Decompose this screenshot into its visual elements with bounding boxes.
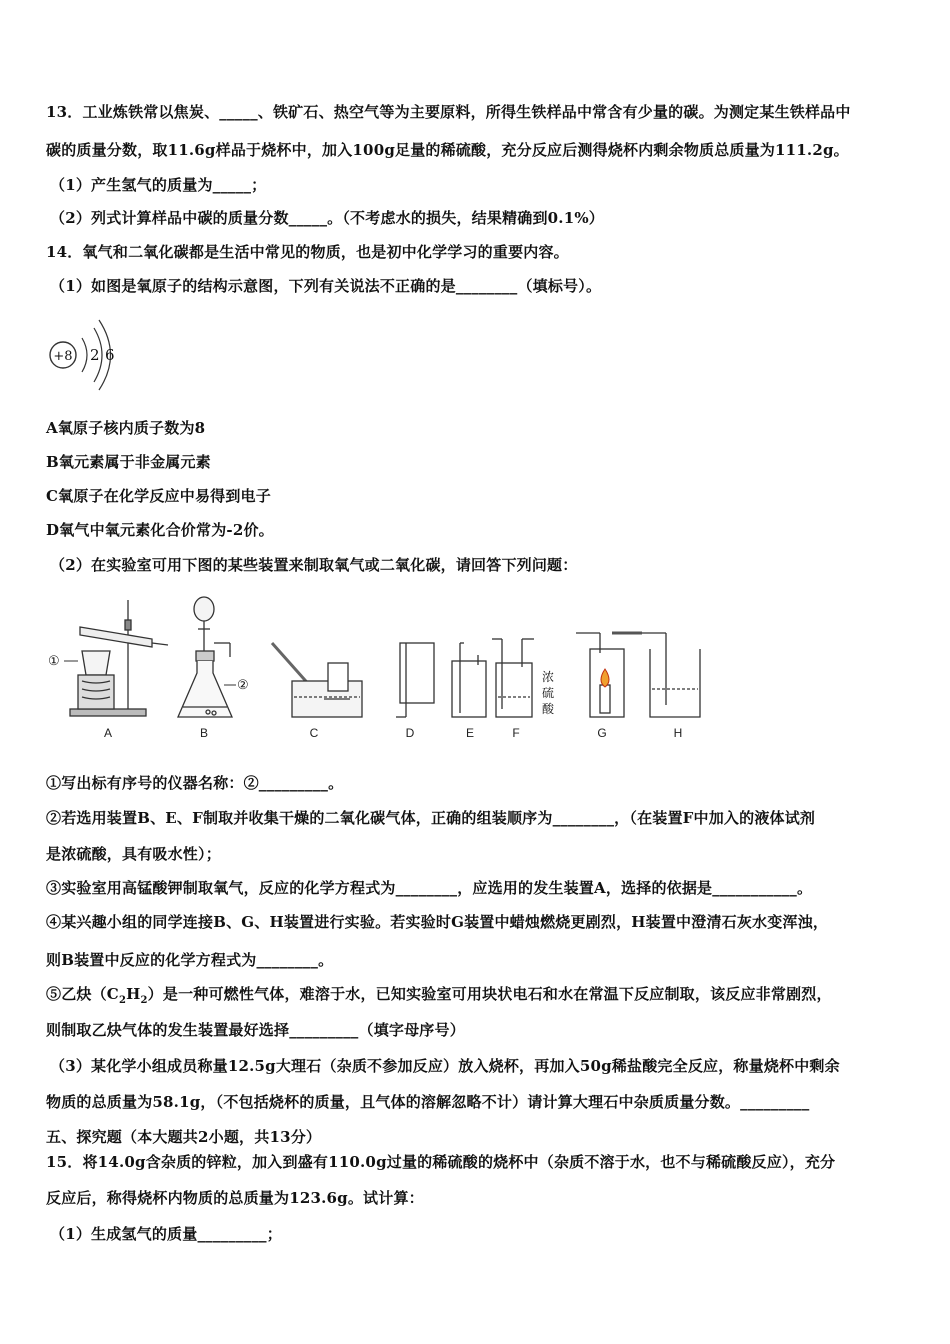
apparatus-b bbox=[178, 597, 232, 717]
q14-sub1: （1）如图是氧原子的结构示意图，下列有关说法不正确的是________（填标号）。 bbox=[50, 277, 602, 295]
q14-3-line1: （3）某化学小组成员称量12.5g大理石（杂质不参加反应）放入烧杯，再加入50g稀盐酸完全反应，称量烧杯中剩余 bbox=[50, 1057, 840, 1075]
atom-shell1-label: 2 bbox=[90, 346, 100, 364]
q13-line1: 13．工业炼铁常以焦炭、_____、铁矿石、热空气等为主要原料，所得生铁样品中常含有少量的碳。为测定某生铁样品中 bbox=[46, 103, 851, 121]
q13-sub2: （2）列式计算样品中碳的质量分数_____。（不考虑水的损失，结果精确到0.1%） bbox=[50, 209, 604, 227]
apparatus-f bbox=[492, 639, 534, 717]
option-c: C氧原子在化学反应中易得到电子 bbox=[46, 487, 271, 505]
q13-line2: 碳的质量分数，取11.6g样品于烧杯中，加入100g足量的稀硫酸，充分反应后测得烧杯内剩余物质总质量为111.2g。 bbox=[46, 141, 849, 159]
q14-sub2: （2）在实验室可用下图的某些装置来制取氧气或二氧化碳，请回答下列问题： bbox=[50, 556, 578, 574]
q14-2-part5-line2: 则制取乙炔气体的发生装置最好选择_________（填字母序号） bbox=[46, 1021, 465, 1039]
q14-2-part3: ③实验室用高锰酸钾制取氧气，反应的化学方程式为________，应选用的发生装置A，选择的依据是___________。 bbox=[46, 879, 813, 897]
apparatus-g bbox=[576, 633, 666, 717]
label-a: A bbox=[103, 726, 113, 740]
apparatus-d bbox=[396, 643, 434, 717]
option-a: A氧原子核内质子数为8 bbox=[46, 419, 206, 437]
label-h: H bbox=[673, 726, 683, 740]
apparatus-a bbox=[70, 600, 168, 716]
apparatus-e bbox=[452, 643, 486, 717]
q14-2-part1: ①写出标有序号的仪器名称：②_________。 bbox=[46, 774, 344, 792]
lab-apparatus-figure bbox=[44, 585, 714, 745]
q14-2-part2-line1: ②若选用装置B、E、F制取并收集干燥的二氧化碳气体，正确的组装顺序为________，（在装置F中加入的液体试剂 bbox=[46, 809, 816, 827]
q15-sub1: （1）生成氢气的质量_________； bbox=[50, 1225, 282, 1243]
label-b: B bbox=[199, 726, 209, 740]
apparatus-mark-2: ② bbox=[237, 678, 249, 693]
q14-2-part2-line2: 是浓硫酸，具有吸水性）； bbox=[46, 845, 221, 863]
apparatus-h bbox=[650, 633, 700, 717]
candle-flame bbox=[601, 669, 609, 687]
apparatus-mark-1: ① bbox=[48, 654, 60, 669]
atom-shell2-label: 6 bbox=[105, 346, 115, 364]
q15-line2: 反应后，称得烧杯内物质的总质量为123.6g。试计算： bbox=[46, 1189, 424, 1207]
acid-char-1: 浓 bbox=[542, 670, 555, 684]
acid-char-2: 硫 bbox=[542, 686, 555, 700]
q14-intro: 14．氧气和二氧化碳都是生活中常见的物质，也是初中化学学习的重要内容。 bbox=[46, 243, 569, 261]
label-d: D bbox=[405, 726, 415, 740]
atom-nucleus-label: +8 bbox=[53, 349, 73, 364]
option-b: B氧元素属于非金属元素 bbox=[46, 453, 211, 471]
label-f: F bbox=[512, 726, 520, 740]
label-e: E bbox=[465, 726, 475, 740]
q13-sub1: （1）产生氢气的质量为_____； bbox=[50, 176, 267, 194]
q14-2-part4-line2: 则B装置中反应的化学方程式为________。 bbox=[46, 951, 334, 969]
q14-2-part4-line1: ④某兴趣小组的同学连接B、G、H装置进行实验。若实验时G装置中蜡烛燃烧更剧烈，H装置中澄清石灰水变浑浊， bbox=[46, 913, 829, 931]
oxygen-atom-diagram bbox=[44, 308, 124, 398]
label-g: G bbox=[597, 726, 607, 740]
acid-char-3: 酸 bbox=[542, 702, 555, 716]
q15-line1: 15．将14.0g含杂质的锌粒，加入到盛有110.0g过量的稀硫酸的烧杯中（杂质不溶于水，也不与稀硫酸反应），充分 bbox=[46, 1153, 836, 1171]
label-c: C bbox=[309, 726, 319, 740]
option-d: D氧气中氧元素化合价常为-2价。 bbox=[46, 521, 274, 539]
q14-3-line2: 物质的总质量为58.1g，（不包括烧杯的质量，且气体的溶解忽略不计）请计算大理石中杂质质量分数。_________ bbox=[46, 1093, 810, 1111]
section-5-heading: 五、探究题（本大题共2小题，共13分） bbox=[46, 1128, 322, 1146]
q14-2-part5-line1: ⑤乙炔$(C_2H_2)$是一种可燃性气体，难溶于水，已知实验室可用块状电石和水在常温下反应制取，该反应非常剧烈， bbox=[46, 985, 832, 1006]
apparatus-c bbox=[272, 643, 362, 717]
